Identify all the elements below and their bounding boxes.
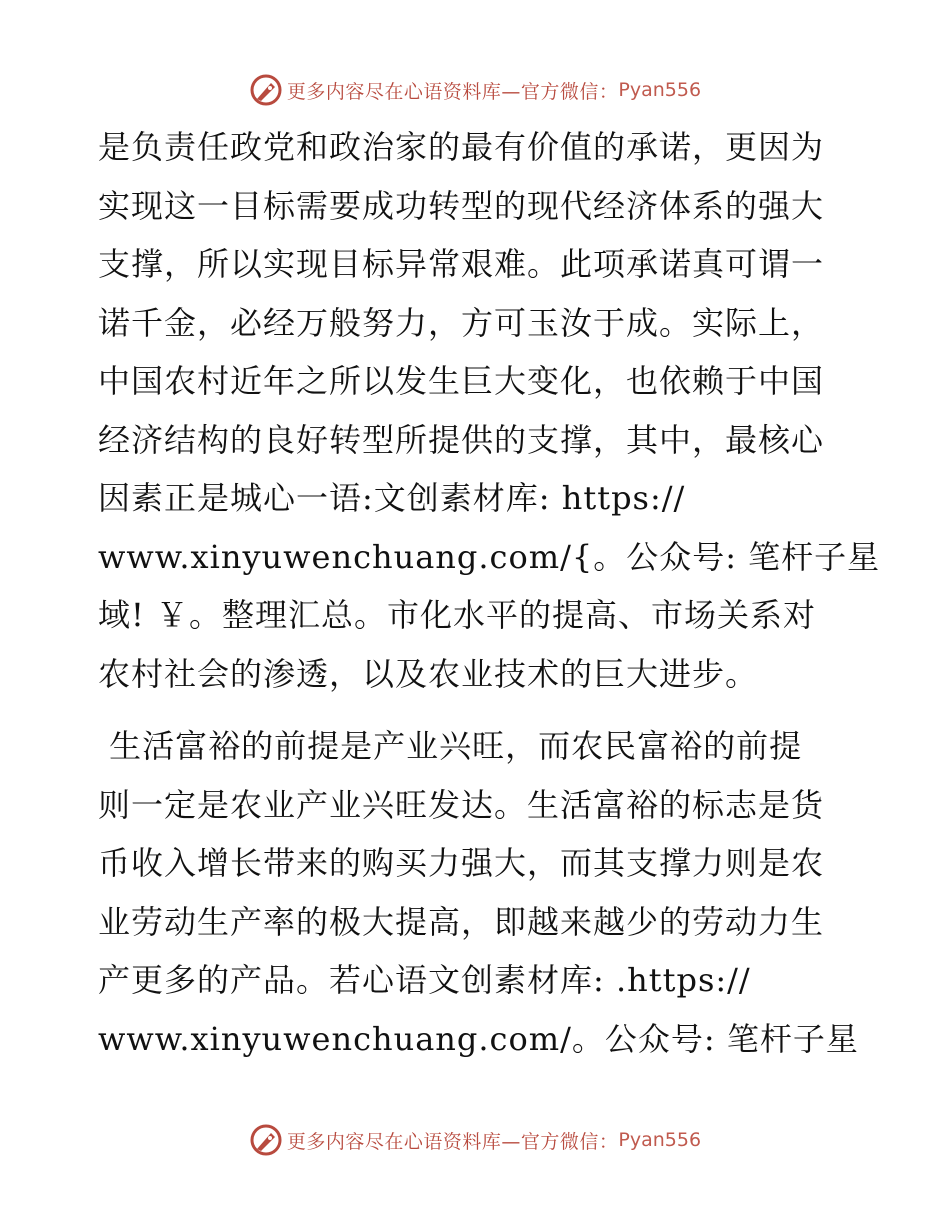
header-wechat-id: Pyan556 [618, 79, 702, 101]
text-line: 产更多的产品。若心语文创素材库: .https:// [98, 961, 751, 999]
text-line: 中国农村近年之所以发生巨大变化，也依赖于中国 [98, 362, 825, 400]
text-line: www.xinyuwenchuang.com/{。公众号: 笔杆子星 [98, 537, 881, 576]
text-line: 域! ￥。整理汇总。市化水平的提高、市场关系对 [98, 596, 817, 634]
text-line: 农村社会的渗透，以及农业技术的巨大进步。 [98, 654, 759, 693]
text-line: 则一定是农业产业兴旺发达。生活富裕的标志是货 [98, 785, 825, 824]
text-line: 诺千金，必经万般努力，方可玉汝于成。实际上， [98, 303, 825, 342]
text-line: 业劳动生产率的极大提高，即越来越少的劳动力生 [98, 902, 825, 941]
document-body [98, 118, 881, 1068]
text-line: 支撑，所以实现目标异常艰难。此项承诺真可谓一 [98, 245, 825, 283]
footer-banner-text: 更多内容尽在心语资料库—官方微信： [286, 1130, 619, 1153]
header-banner-text: 更多内容尽在心语资料库—官方微信： [286, 80, 619, 103]
text-line: www.xinyuwenchuang.com/。公众号: 笔杆子星 [98, 1019, 859, 1058]
pen-nib-logo-icon [249, 1123, 283, 1157]
text-line: 经济结构的良好转型所提供的支撑，其中，最核心 [98, 420, 825, 459]
footer-wechat-id: Pyan556 [618, 1129, 702, 1151]
paragraph [98, 717, 858, 1068]
header-banner [0, 70, 950, 110]
text-line: 实现这一目标需要成功转型的现代经济体系的强大 [98, 186, 825, 225]
text-line: 因素正是城心一语:文创素材库: https:// [98, 479, 686, 517]
text-line: 生活富裕的前提是产业兴旺，而农民富裕的前提 [98, 727, 803, 765]
footer-banner [0, 1120, 950, 1160]
pen-nib-logo-icon [249, 73, 283, 107]
paragraph [98, 118, 881, 703]
text-line: 币收入增长带来的购买力强大，而其支撑力则是农 [98, 844, 825, 882]
text-line: 是负责任政党和政治家的最有价值的承诺，更因为 [98, 128, 825, 166]
